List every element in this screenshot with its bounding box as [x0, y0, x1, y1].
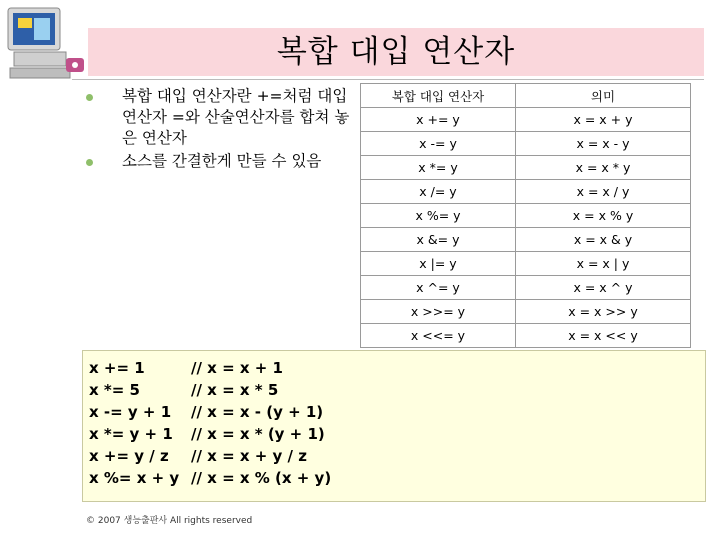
bullet-list: [84, 86, 354, 174]
table-cell: x >>= y: [361, 300, 516, 324]
table-cell: x = x + y: [516, 108, 691, 132]
table-header-cell: 의미: [516, 84, 691, 108]
table-row: [361, 132, 691, 156]
table-cell: x &= y: [361, 228, 516, 252]
computer-logo-icon: [4, 4, 90, 84]
table-row: [361, 300, 691, 324]
table-row: [361, 108, 691, 132]
code-line: x %= x + y: [89, 469, 180, 487]
table-cell: x = x % y: [516, 204, 691, 228]
bullet-dot-icon: [86, 94, 93, 101]
code-comment-line: // x = x + y / z: [191, 447, 307, 465]
code-comment-line: // x = x - (y + 1): [191, 403, 324, 421]
table-cell: x *= y: [361, 156, 516, 180]
code-line: x *= 5: [89, 381, 140, 399]
table-cell: x = x << y: [516, 324, 691, 348]
table-cell: x ^= y: [361, 276, 516, 300]
code-line: x *= y + 1: [89, 425, 173, 443]
table-row: [361, 204, 691, 228]
code-comment-line: // x = x * 5: [191, 381, 279, 399]
code-example-box: [82, 350, 706, 502]
operator-table: [360, 83, 691, 348]
bullet-item: [84, 86, 354, 149]
table-cell: x %= y: [361, 204, 516, 228]
table-row: [361, 228, 691, 252]
table-header-row: [361, 84, 691, 108]
page-title: 복합 대입 연산자: [276, 34, 516, 70]
copyright-footer: © 2007 생능출판사 All rights reserved: [86, 516, 253, 526]
code-comments: [191, 357, 331, 489]
table-row: [361, 180, 691, 204]
table-cell: x <<= y: [361, 324, 516, 348]
table-cell: x |= y: [361, 252, 516, 276]
code-comment-line: // x = x + 1: [191, 359, 283, 377]
table-cell: x = x - y: [516, 132, 691, 156]
code-statements: [89, 357, 179, 489]
table-row: [361, 276, 691, 300]
table-cell: x = x / y: [516, 180, 691, 204]
table-cell: x = x & y: [516, 228, 691, 252]
code-comment-line: // x = x * (y + 1): [191, 425, 325, 443]
code-line: x += y / z: [89, 447, 169, 465]
table-cell: x -= y: [361, 132, 516, 156]
table-header-cell: 복합 대입 연산자: [361, 84, 516, 108]
bullet-text: 소스를 간결한게 만들 수 있음: [122, 152, 322, 170]
table-cell: x = x ^ y: [516, 276, 691, 300]
bullet-item: [84, 151, 354, 172]
bullet-text: 복합 대입 연산자란 +=처럼 대입연산자 =와 산술연산자를 합쳐 놓은 연산자: [122, 87, 350, 147]
table-row: [361, 252, 691, 276]
table-cell: x += y: [361, 108, 516, 132]
table-cell: x = x | y: [516, 252, 691, 276]
bullet-dot-icon: [86, 159, 93, 166]
divider: [72, 79, 704, 80]
table-row: [361, 156, 691, 180]
code-comment-line: // x = x % (x + y): [191, 469, 332, 487]
table-cell: x /= y: [361, 180, 516, 204]
table-cell: x = x >> y: [516, 300, 691, 324]
table-cell: x = x * y: [516, 156, 691, 180]
code-line: x += 1: [89, 359, 145, 377]
table-row: [361, 324, 691, 348]
code-line: x -= y + 1: [89, 403, 172, 421]
